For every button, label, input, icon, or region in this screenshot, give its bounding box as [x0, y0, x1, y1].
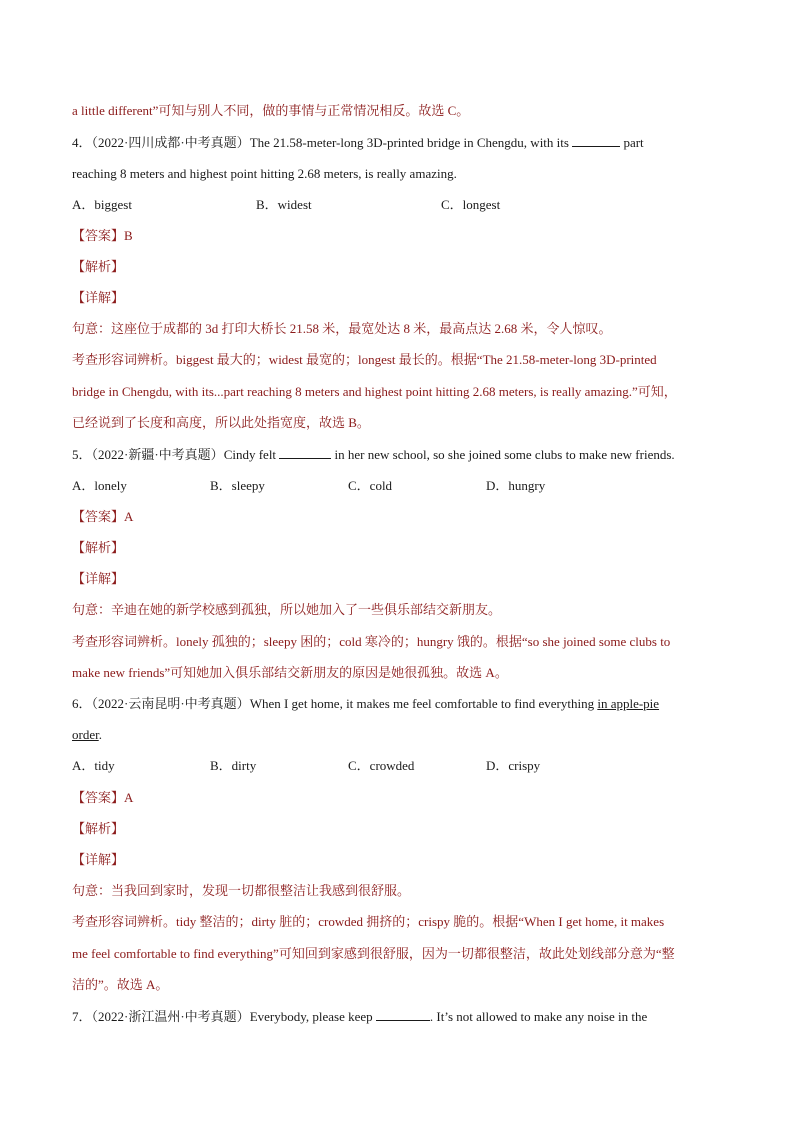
- detail-label: 【详解】: [72, 571, 125, 586]
- explanation-line: 已经说到了长度和高度，所以此处指宽度，故选 B。: [72, 415, 370, 430]
- option-d: D．crispy: [486, 758, 541, 773]
- question-number: 5．: [72, 447, 92, 462]
- question-5-stem: 5．（2022·新疆·中考真题）Cindy felt in her new school, so she joined some clubs to make new friends.: [72, 447, 675, 462]
- explanation-line: 洁的”。故选 A。: [72, 977, 169, 992]
- question-source: （2022·云南昆明·中考真题）: [91, 696, 250, 711]
- question-number: 6．: [72, 696, 92, 711]
- explanation-line: 句意：辛迪在她的新学校感到孤独，所以她加入了一些俱乐部结交新朋友。: [72, 602, 502, 617]
- option-c: C．cold: [348, 478, 393, 493]
- option-c: C．longest: [441, 197, 501, 212]
- question-7-stem: 7．（2022·浙江温州·中考真题）Everybody, please keep . It’s not allowed to make any noise in the: [72, 1009, 648, 1024]
- explanation-line: bridge in Chengdu, with its...part reaching 8 meters and highest point hitting 2.68 meters, is really amazing.”可知，: [72, 384, 677, 399]
- question-4-stem: 4．（2022·四川成都·中考真题）The 21.58-meter-long 3D-printed bridge in Chengdu, with its part: [72, 135, 644, 150]
- explanation-line: me feel comfortable to find everything”可知回到家感到很舒服，因为一切都很整洁，故此处划线部分意为“整: [72, 946, 675, 961]
- option-a: A．lonely: [72, 478, 127, 493]
- question-source: （2022·浙江温州·中考真题）: [91, 1009, 250, 1024]
- option-d: D．hungry: [486, 478, 546, 493]
- option-b: B．widest: [256, 197, 312, 212]
- question-source: （2022·四川成都·中考真题）: [91, 135, 250, 150]
- underlined-phrase: order: [72, 727, 99, 742]
- answer-label: 【答案】A: [72, 790, 134, 805]
- option-b: B．dirty: [210, 758, 257, 773]
- explanation-line: 句意：这座位于成都的 3d 打印大桥长 21.58 米，最宽处达 8 米，最高点达 2.68 米，令人惊叹。: [72, 321, 612, 336]
- answer-label: 【答案】A: [72, 509, 134, 524]
- explanation-line: make new friends”可知她加入俱乐部结交新朋友的原因是她很孤独。故选 A。: [72, 665, 508, 680]
- answer-label: 【答案】B: [72, 228, 133, 243]
- question-6-stem-cont: order.: [72, 727, 102, 742]
- question-number: 7．: [72, 1009, 92, 1024]
- answer-blank: [572, 134, 620, 147]
- question-source: （2022·新疆·中考真题）: [91, 447, 224, 462]
- answer-blank: [279, 446, 331, 459]
- detail-label: 【详解】: [72, 290, 125, 305]
- analysis-label: 【解析】: [72, 540, 125, 555]
- option-c: C．crowded: [348, 758, 415, 773]
- analysis-label: 【解析】: [72, 821, 125, 836]
- option-a: A．biggest: [72, 197, 132, 212]
- explanation-line: 句意：当我回到家时，发现一切都很整洁让我感到很舒服。: [72, 883, 411, 898]
- option-a: A．tidy: [72, 758, 115, 773]
- option-b: B．sleepy: [210, 478, 265, 493]
- underlined-phrase: in apple-pie: [597, 696, 660, 711]
- explanation-line: 考查形容词辨析。biggest 最大的；widest 最宽的；longest 最长的。根据“The 21.58-meter-long 3D-printed: [72, 352, 657, 367]
- question-number: 4．: [72, 135, 92, 150]
- question-4-stem-cont: reaching 8 meters and highest point hitting 2.68 meters, is really amazing.: [72, 166, 457, 181]
- q3-explanation-tail: a little different”可知与别人不同，做的事情与正常情况相反。故选 C。: [72, 103, 470, 118]
- analysis-label: 【解析】: [72, 259, 125, 274]
- explanation-line: 考查形容词辨析。tidy 整洁的；dirty 脏的；crowded 拥挤的；crispy 脆的。根据“When I get home, it makes: [72, 914, 665, 929]
- question-6-stem: 6．（2022·云南昆明·中考真题）When I get home, it makes me feel comfortable to find everything in apple-pie: [72, 696, 660, 711]
- answer-blank: [376, 1008, 430, 1021]
- detail-label: 【详解】: [72, 852, 125, 867]
- explanation-line: 考查形容词辨析。lonely 孤独的；sleepy 困的；cold 寒冷的；hungry 饿的。根据“so she joined some clubs to: [72, 634, 671, 649]
